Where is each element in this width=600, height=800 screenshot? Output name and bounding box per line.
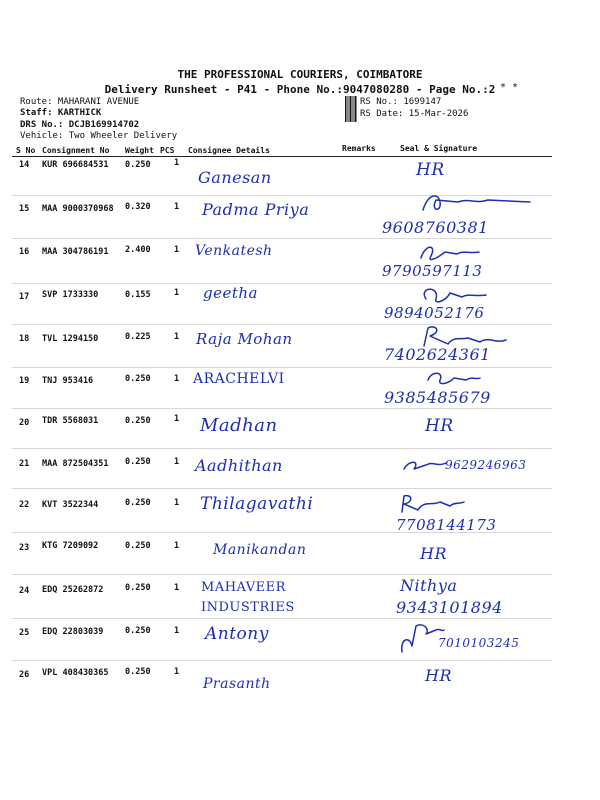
phone-handwriting: 9894052176: [384, 304, 485, 322]
row-sno: 18: [19, 334, 30, 344]
row-pcs: 1: [174, 626, 180, 636]
row-pcs: 1: [174, 414, 180, 424]
row-pcs: 1: [174, 288, 180, 298]
row-sno: 21: [19, 459, 30, 469]
signature-scribble-icon: [396, 492, 466, 516]
signature-scribble-icon: [424, 368, 484, 388]
consignee-handwriting: MAHAVEER INDUSTRIES: [201, 580, 295, 615]
signature-scribble-icon: [400, 455, 450, 475]
row-consignment: SVP 1733330: [42, 290, 99, 300]
row-consignment: EDQ 22803039: [42, 627, 104, 637]
row-consignment: MAA 872504351: [42, 459, 109, 469]
row-weight: 0.250: [125, 626, 151, 636]
row-weight: 0.250: [125, 498, 151, 508]
row-sno: 22: [19, 500, 30, 510]
seal-handwriting: HR: [420, 544, 447, 563]
row-sno: 19: [19, 376, 30, 386]
row-weight: 0.225: [125, 332, 151, 342]
rs-date: RS Date: 15-Mar-2026: [360, 109, 469, 119]
row-weight: 2.400: [125, 245, 151, 255]
consignee-handwriting: Venkatesh: [195, 243, 273, 259]
row-pcs: 1: [174, 541, 180, 551]
row-pcs: 1: [174, 583, 180, 593]
row-weight: 0.250: [125, 541, 151, 551]
row-pcs: 1: [174, 457, 180, 467]
signature-scribble-icon: [418, 188, 548, 218]
row-weight: 0.250: [125, 583, 151, 593]
header-divider: [12, 156, 552, 157]
consignee-handwriting: Ganesan: [198, 168, 272, 187]
row-consignment: MAA 9000370968: [42, 204, 114, 214]
col-sno: S No: [16, 146, 36, 155]
row-consignment: TVL 1294150: [42, 334, 99, 344]
consignee-handwriting: Manikandan: [213, 542, 307, 558]
row-pcs: 1: [174, 202, 180, 212]
row-weight: 0.250: [125, 160, 151, 170]
consignee-handwriting: Prasanth: [203, 676, 271, 692]
col-consignee: Consignee Details: [188, 146, 270, 155]
runsheet-subtitle: Delivery Runsheet - P41 - Phone No.:9047080280 - Page No.:2: [104, 83, 496, 96]
route-label: Route: MAHARANI AVENUE: [20, 97, 140, 107]
col-consignment: Consignment No: [42, 146, 110, 155]
row-consignment: VPL 408430365: [42, 668, 109, 678]
staff-label: Staff: KARTHICK: [20, 108, 102, 118]
row-sno: 24: [19, 586, 30, 596]
row-consignment: TNJ 953416: [42, 376, 94, 386]
consignee-handwriting: ARACHELVI: [193, 371, 285, 387]
row-sno: 20: [19, 418, 30, 428]
row-sno: 23: [19, 543, 30, 553]
col-weight: Weight: [125, 146, 154, 155]
seal-handwriting: HR: [416, 160, 445, 180]
row-pcs: 1: [174, 498, 180, 508]
col-remarks: Remarks: [342, 144, 376, 153]
barcode-icon: [345, 96, 357, 122]
consignee-handwriting: Thilagavathi: [200, 494, 314, 514]
signature-scribble-icon: [415, 240, 495, 264]
row-pcs: 1: [174, 374, 180, 384]
row-pcs: 1: [174, 667, 180, 677]
col-seal: Seal & Signature: [400, 144, 478, 153]
consignee-handwriting: geetha: [203, 284, 258, 302]
row-consignment: KTG 7209092: [42, 541, 99, 551]
phone-handwriting: 7010103245: [438, 636, 520, 650]
phone-handwriting: 9385485679: [384, 388, 491, 407]
row-consignment: KUR 696684531: [42, 160, 109, 170]
row-consignment: MAA 304786191: [42, 247, 109, 257]
row-pcs: 1: [174, 245, 180, 255]
phone-handwriting: 7402624361: [384, 345, 491, 364]
consignee-handwriting: Padma Priya: [202, 200, 310, 219]
row-weight: 0.250: [125, 667, 151, 677]
col-pcs: PCS: [160, 146, 175, 155]
row-sno: 14: [19, 160, 30, 170]
row-weight: 0.250: [125, 416, 151, 426]
company-title: THE PROFESSIONAL COURIERS, COIMBATORE: [177, 68, 423, 81]
row-weight: 0.320: [125, 202, 151, 212]
row-consignment: KVT 3522344: [42, 500, 99, 510]
phone-handwriting: 9343101894: [396, 598, 503, 617]
seal-handwriting: HR: [425, 416, 454, 436]
row-consignment: EDQ 25262872: [42, 585, 104, 595]
row-sno: 25: [19, 628, 30, 638]
consignee-handwriting: Antony: [205, 624, 269, 644]
phone-handwriting: 9629246963: [445, 458, 527, 472]
row-consignment: TDR 5568031: [42, 416, 99, 426]
row-sno: 26: [19, 670, 30, 680]
row-pcs: 1: [174, 158, 180, 168]
vehicle-label: Vehicle: Two Wheeler Delivery: [20, 131, 178, 141]
row-weight: 0.250: [125, 374, 151, 384]
rs-number: RS No.: 1699147: [360, 97, 442, 107]
consignee-handwriting: Aadhithan: [195, 456, 283, 475]
phone-handwriting: 9608760381: [382, 218, 489, 237]
consignee-handwriting: Madhan: [200, 415, 278, 436]
row-sno: 16: [19, 247, 30, 257]
seal-handwriting: HR: [425, 666, 452, 685]
corner-marks: * *: [500, 82, 519, 93]
consignee-handwriting: Raja Mohan: [196, 330, 293, 348]
row-weight: 0.155: [125, 290, 151, 300]
row-weight: 0.250: [125, 457, 151, 467]
phone-handwriting: 9790597113: [382, 262, 483, 280]
phone-handwriting: 7708144173: [396, 516, 497, 534]
drs-label: DRS No.: DCJB169914702: [20, 120, 140, 130]
seal-handwriting: Nithya: [400, 576, 458, 595]
row-sno: 17: [19, 292, 30, 302]
row-pcs: 1: [174, 332, 180, 342]
row-sno: 15: [19, 204, 30, 214]
